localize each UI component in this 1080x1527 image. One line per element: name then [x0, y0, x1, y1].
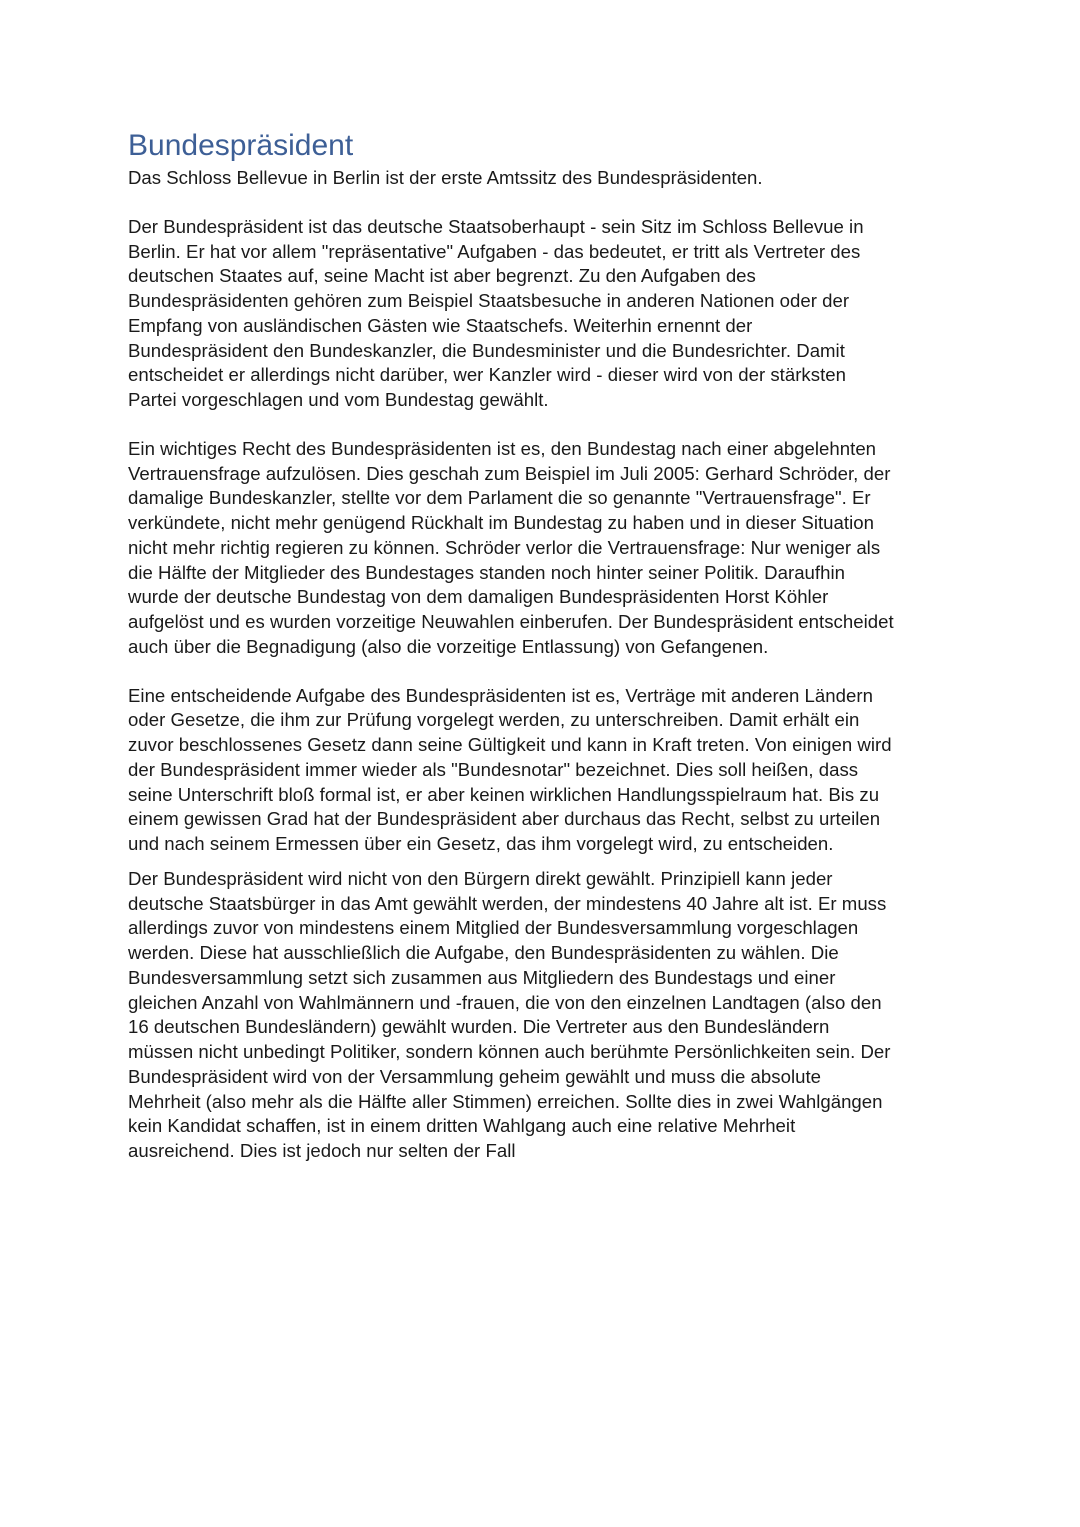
paragraph-line: ausreichend. Dies ist jedoch nur selten der Fall [128, 1140, 516, 1161]
paragraph-line: die Hälfte der Mitglieder des Bundestages standen noch hinter seiner Politik. Daraufhin [128, 561, 845, 583]
document-subtitle: Das Schloss Bellevue in Berlin ist der erste Amtssitz des Bundespräsidenten. [128, 167, 763, 188]
paragraph-line: wurde der deutsche Bundestag von dem damaligen Bundespräsidenten Horst Köhler [128, 586, 829, 608]
paragraph-line: Berlin. Er hat vor allem "repräsentative" Aufgaben - das bedeutet, er tritt als Vertreter des [128, 240, 861, 262]
paragraph-line: Bundespräsident den Bundeskanzler, die Bundesminister und die Bundesrichter. Damit [128, 339, 845, 361]
paragraph-2 [128, 437, 960, 660]
paragraph-line: seine Unterschrift bloß formal ist, er aber keinen wirklichen Handlungsspielraum hat. Bis zu [128, 783, 880, 805]
paragraph-line: damalige Bundeskanzler, stellte vor dem Parlament die so genannte "Vertrauensfrage". Er [128, 487, 871, 509]
paragraph-line: Der Bundespräsident wird nicht von den Bürgern direkt gewählt. Prinzipiell kann jeder [128, 867, 833, 889]
paragraph-line: aufgelöst und es wurden vorzeitige Neuwahlen einberufen. Der Bundespräsident entscheidet [128, 611, 894, 632]
paragraph-line: allerdings zuvor von mindestens einem Mitglied der Bundesversammlung vorgeschlagen [128, 917, 859, 939]
paragraph-line: Der Bundespräsident ist das deutsche Staatsoberhaupt - sein Sitz im Schloss Bellevue in [128, 215, 864, 237]
paragraph-line: gleichen Anzahl von Wahlmännern und -frauen, die von den einzelnen Landtagen (also den [128, 991, 882, 1013]
paragraph-line: zuvor beschlossenes Gesetz dann seine Gültigkeit und kann in Kraft treten. Von einigen wird [128, 734, 892, 755]
paragraph-line: Bundespräsident wird von der Versammlung geheim gewählt und muss die absolute [128, 1065, 822, 1087]
paragraph-line: der Bundespräsident immer wieder als "Bundesnotar" bezeichnet. Dies soll heißen, dass [128, 758, 859, 780]
document-title: Bundespräsident [128, 129, 354, 162]
paragraph-line: entscheidet er allerdings nicht darüber, wer Kanzler wird - dieser wird von der stärksten [128, 364, 846, 386]
paragraph-line: Ein wichtiges Recht des Bundespräsidenten ist es, den Bundestag nach einer abgelehnten [128, 437, 877, 459]
paragraph-line: und nach seinem Ermessen über ein Gesetz, das ihm vorgelegt wird, zu entscheiden. [128, 833, 834, 854]
paragraph-line: oder Gesetze, die ihm zur Prüfung vorgelegt werden, zu unterschreiben. Damit erhält ein [128, 709, 860, 731]
paragraph-1 [128, 215, 960, 413]
paragraph-line: Vertrauensfrage aufzulösen. Dies geschah zum Beispiel im Juli 2005: Gerhard Schröder, der [128, 462, 891, 484]
paragraph-line: Bundespräsidenten gehören zum Beispiel Staatsbesuche in anderen Nationen oder der [128, 290, 850, 311]
paragraph-line: müssen nicht unbedingt Politiker, sondern können auch berühmte Persönlichkeiten sein. Der [128, 1041, 891, 1062]
paragraph-line: Bundesversammlung setzt sich zusammen aus Mitgliedern des Bundestags und einer [128, 966, 836, 988]
paragraph-line: verkündete, nicht mehr genügend Rückhalt im Bundestag zu haben und in dieser Situation [128, 512, 874, 533]
paragraph-line: auch über die Begnadigung (also die vorzeitige Entlassung) von Gefangenen. [128, 635, 769, 657]
paragraph-3 [128, 684, 960, 857]
paragraph-line: deutschen Staates auf, seine Macht ist aber begrenzt. Zu den Aufgaben des [128, 265, 756, 287]
paragraph-line: einem gewissen Grad hat der Bundespräsident aber durchaus das Recht, selbst zu urteilen [128, 808, 881, 830]
paragraph-line: kein Kandidat schaffen, ist in einem dritten Wahlgang auch eine relative Mehrheit [128, 1115, 796, 1137]
paragraph-line: deutsche Staatsbürger in das Amt gewählt werden, der mindestens 40 Jahre alt ist. Er muss [128, 892, 887, 914]
paragraph-line: Mehrheit (also mehr als die Hälfte aller Stimmen) erreichen. Sollte dies in zwei Wahlgängen [128, 1090, 883, 1112]
paragraph-line: werden. Diese hat ausschließlich die Aufgabe, den Bundespräsidenten zu wählen. Die [128, 942, 839, 963]
document-page [128, 126, 960, 1188]
paragraph-line: nicht mehr richtig regieren zu können. Schröder verlor die Vertrauensfrage: Nur weniger als [128, 536, 881, 558]
paragraph-line: 16 deutschen Bundesländern) gewählt wurden. Die Vertreter aus den Bundesländern [128, 1016, 830, 1038]
paragraph-line: Partei vorgeschlagen und vom Bundestag gewählt. [128, 389, 549, 410]
paragraph-line: Empfang von ausländischen Gästen wie Staatschefs. Weiterhin ernennt der [128, 314, 753, 336]
paragraph-line: Eine entscheidende Aufgabe des Bundespräsidenten ist es, Verträge mit anderen Ländern [128, 684, 873, 706]
paragraph-4 [128, 867, 960, 1164]
